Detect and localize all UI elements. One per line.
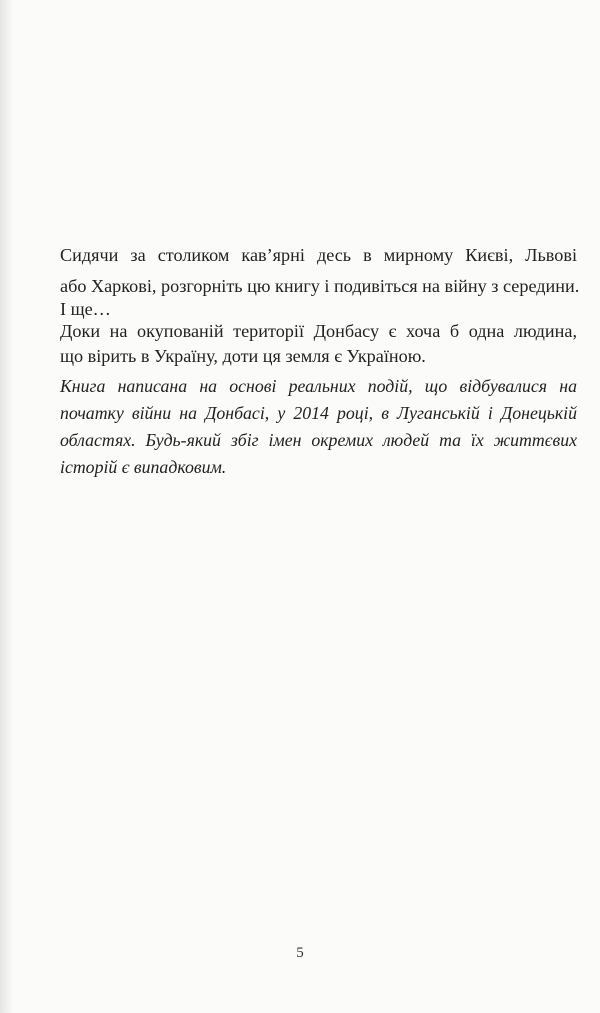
main-text-line: що вірить в Україну, доти ця земля є Україною. xyxy=(60,346,426,366)
main-text xyxy=(60,341,426,372)
page-number: 5 xyxy=(296,945,304,961)
main-text xyxy=(60,271,580,302)
disclaimer-note xyxy=(60,373,577,481)
page-edge-shadow xyxy=(0,0,14,1013)
main-text xyxy=(60,240,577,271)
disclaimer-line: областях. Будь-який збіг імен окремих людей та їх життєвих xyxy=(60,430,577,450)
disclaimer-line: історій є випадковим. xyxy=(60,457,227,477)
main-text-line: або Харкові, розгорніть цю книгу і подивіться на війну з середини. xyxy=(60,276,580,296)
main-text-line: Доки на окупованій території Донбасу є хоча б одна людина, xyxy=(60,321,577,341)
disclaimer-line: початку війни на Донбасі, у 2014 році, в Луганській і Донецькій xyxy=(60,403,577,423)
main-text-line: І ще… xyxy=(60,299,111,319)
main-text-line: Сидячи за столиком кав’ярні десь в мирному Києві, Львові xyxy=(60,245,577,265)
disclaimer-line: Книга написана на основі реальних подій, що відбувалися на xyxy=(60,376,577,396)
